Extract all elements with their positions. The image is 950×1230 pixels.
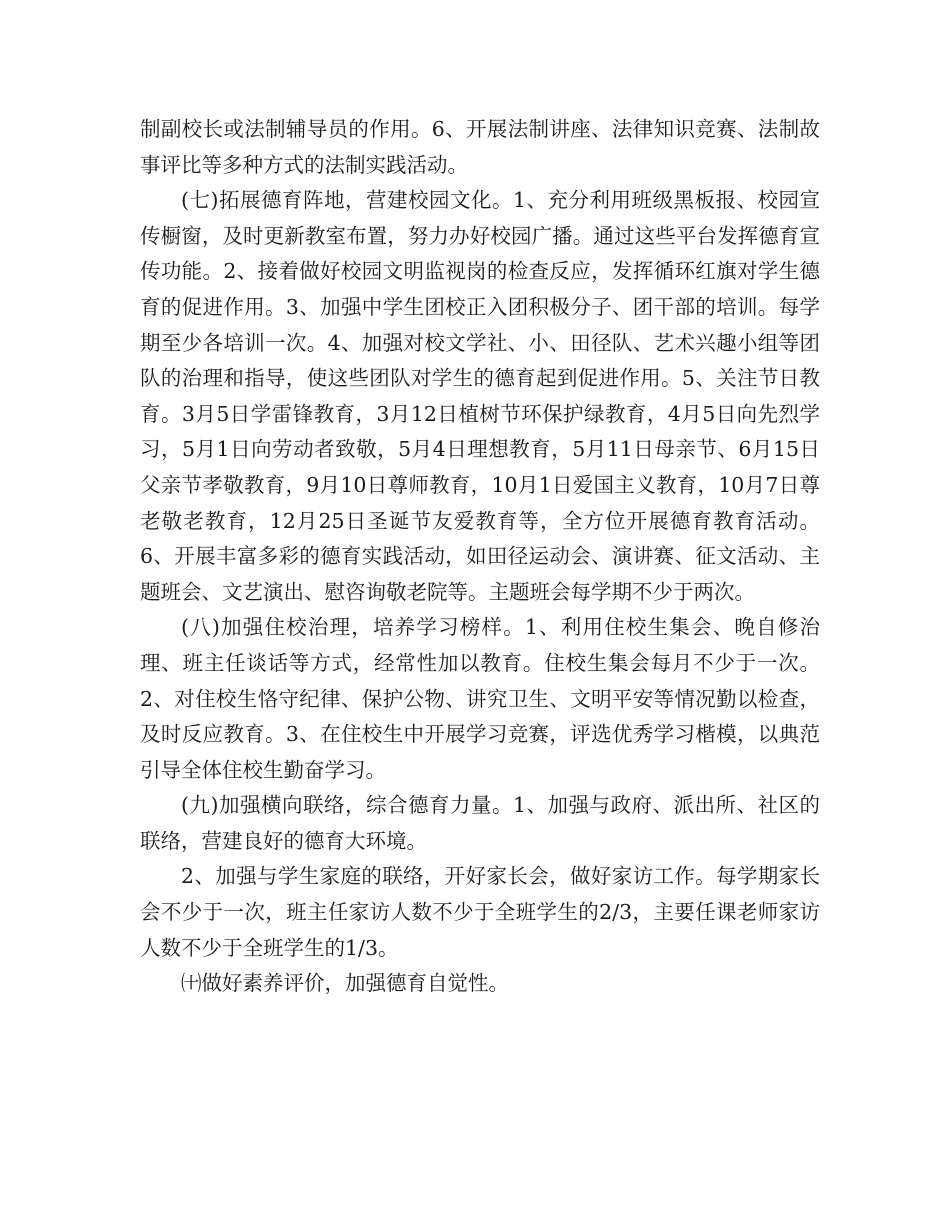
paragraph-continuation: 制副校长或法制辅导员的作用。6、开展法制讲座、法律知识竞赛、法制故事评比等多种方式的法制实践活动。 bbox=[140, 117, 820, 177]
paragraph-section-7: (七)拓展德育阵地，营建校园文化。1、充分利用班级黑板报、校园宣传橱窗，及时更新教室布置，努力办好校园广播。通过这些平台发挥德育宣传功能。2、接着做好校园文明监视岗的检查反应，发挥循环红旗对学生德育的促进作用。3、加强中学生团校正入团积极分子、团干部的培训。每学期至少各培训一次。4、加强对校文学社、小、田径队、艺术兴趣小组等团队的治理和指导，使这些团队对学生的德育起到促进作用。5、关注节日教育。3月5日学雷锋教育，3月12日植树节环保护绿教育，4月5日向先烈学习，5月1日向劳动者致敬，5月4日理想教育，5月11日母亲节、6月15日父亲节孝敬教育，9月10日尊师教育，10月1日爱国主义教育，10月7日尊老敬老教育，12月25日圣诞节友爱教育等，全方位开展德育教育活动。6、开展丰富多彩的德育实践活动，如田径运动会、演讲赛、征文活动、主题班会、文艺演出、慰咨询敬老院等。主题班会每学期不少于两次。 bbox=[140, 188, 820, 604]
paragraph-section-10: ㈩做好素养评价，加强德育自觉性。 bbox=[181, 971, 509, 996]
paragraph-section-9-item-2: 2、加强与学生家庭的联络，开好家长会，做好家访工作。每学期家长会不少于一次，班主任家访人数不少于全班学生的2/3，主要任课老师家访人数不少于全班学生的1/3。 bbox=[140, 864, 820, 960]
paragraph-section-8: (八)加强住校治理，培养学习榜样。1、利用住校生集会、晚自修治理、班主任谈话等方式，经常性加以教育。住校生集会每月不少于一次。2、对住校生恪守纪律、保护公物、讲究卫生、文明平安等情况勤以检查，及时反应教育。3、在住校生中开展学习竞赛，评选优秀学习楷模，以典范引导全体住校生勤奋学习。 bbox=[140, 615, 820, 782]
document-body bbox=[140, 112, 820, 1002]
paragraph-section-9: (九)加强横向联络，综合德育力量。1、加强与政府、派出所、社区的联络，营建良好的德育大环境。 bbox=[140, 793, 820, 853]
